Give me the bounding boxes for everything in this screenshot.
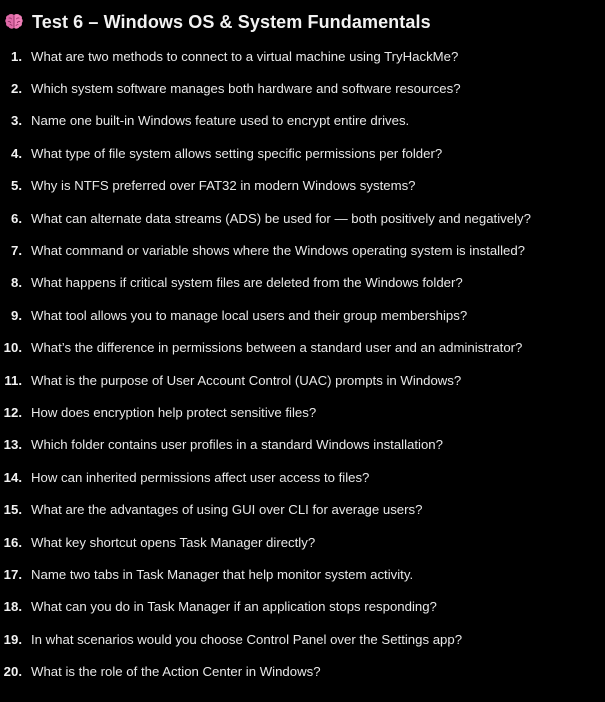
question-text: How can inherited permissions affect user access to files? [31, 469, 370, 485]
question-number: 8. [11, 275, 22, 291]
question-number: 13. [3, 437, 22, 453]
list-item [0, 526, 605, 558]
question-number: 17. [3, 566, 22, 582]
question-text: What is the purpose of User Account Control (UAC) prompts in Windows? [31, 372, 462, 388]
list-item [0, 429, 605, 461]
question-number: 19. [3, 631, 22, 647]
question-number: 14. [3, 469, 22, 485]
question-number: 9. [11, 307, 22, 323]
question-text: What’s the difference in permissions between a standard user and an administrator? [31, 340, 523, 356]
list-item [0, 40, 605, 72]
question-text: What is the role of the Action Center in Windows? [31, 664, 321, 680]
question-number: 6. [11, 210, 22, 226]
question-text: Name one built-in Windows feature used to encrypt entire drives. [31, 113, 410, 129]
question-text: What are two methods to connect to a virtual machine using TryHackMe? [31, 48, 459, 64]
question-text: What can alternate data streams (ADS) be used for — both positively and negatively? [31, 210, 531, 226]
question-text: What happens if critical system files are deleted from the Windows folder? [31, 275, 463, 291]
question-text: Which system software manages both hardware and software resources? [31, 81, 461, 97]
question-text: What tool allows you to manage local users and their group memberships? [31, 307, 468, 323]
list-item [0, 591, 605, 623]
list-item [0, 72, 605, 104]
list-item [0, 299, 605, 331]
question-text: Which folder contains user profiles in a standard Windows installation? [31, 437, 443, 453]
question-number: 18. [3, 599, 22, 615]
list-item [0, 364, 605, 396]
list-item [0, 202, 605, 234]
page-title: Test 6 – Windows OS & System Fundamentals [32, 11, 431, 32]
question-number: 20. [3, 664, 22, 680]
question-text: What key shortcut opens Task Manager directly? [31, 534, 316, 550]
brain-icon [4, 12, 24, 32]
question-number: 12. [3, 404, 22, 420]
question-text: What are the advantages of using GUI over CLI for average users? [31, 502, 423, 518]
list-item [0, 461, 605, 493]
list-item [0, 655, 605, 687]
question-text: What command or variable shows where the Windows operating system is installed? [31, 243, 526, 259]
question-text: Name two tabs in Task Manager that help monitor system activity. [31, 566, 414, 582]
question-list [0, 40, 605, 688]
question-number: 5. [11, 178, 22, 194]
list-item [0, 234, 605, 266]
list-item [0, 332, 605, 364]
list-item [0, 267, 605, 299]
question-number: 7. [11, 243, 22, 259]
list-item [0, 493, 605, 525]
question-number: 1. [11, 48, 22, 64]
question-number: 11. [4, 372, 22, 388]
question-number: 2. [11, 81, 22, 97]
list-item [0, 137, 605, 169]
list-item [0, 623, 605, 655]
question-text: In what scenarios would you choose Control Panel over the Settings app? [31, 631, 463, 647]
list-item [0, 396, 605, 428]
list-item [0, 170, 605, 202]
question-text: What can you do in Task Manager if an application stops responding? [31, 599, 437, 615]
page-heading [4, 10, 431, 34]
list-item [0, 558, 605, 590]
list-item [0, 105, 605, 137]
question-number: 3. [11, 113, 22, 129]
question-text: Why is NTFS preferred over FAT32 in modern Windows systems? [31, 178, 416, 194]
question-number: 15. [3, 502, 22, 518]
question-number: 16. [3, 534, 22, 550]
question-number: 4. [11, 145, 22, 161]
question-number: 10. [3, 340, 22, 356]
question-text: What type of file system allows setting specific permissions per folder? [31, 145, 443, 161]
question-text: How does encryption help protect sensitive files? [31, 404, 317, 420]
